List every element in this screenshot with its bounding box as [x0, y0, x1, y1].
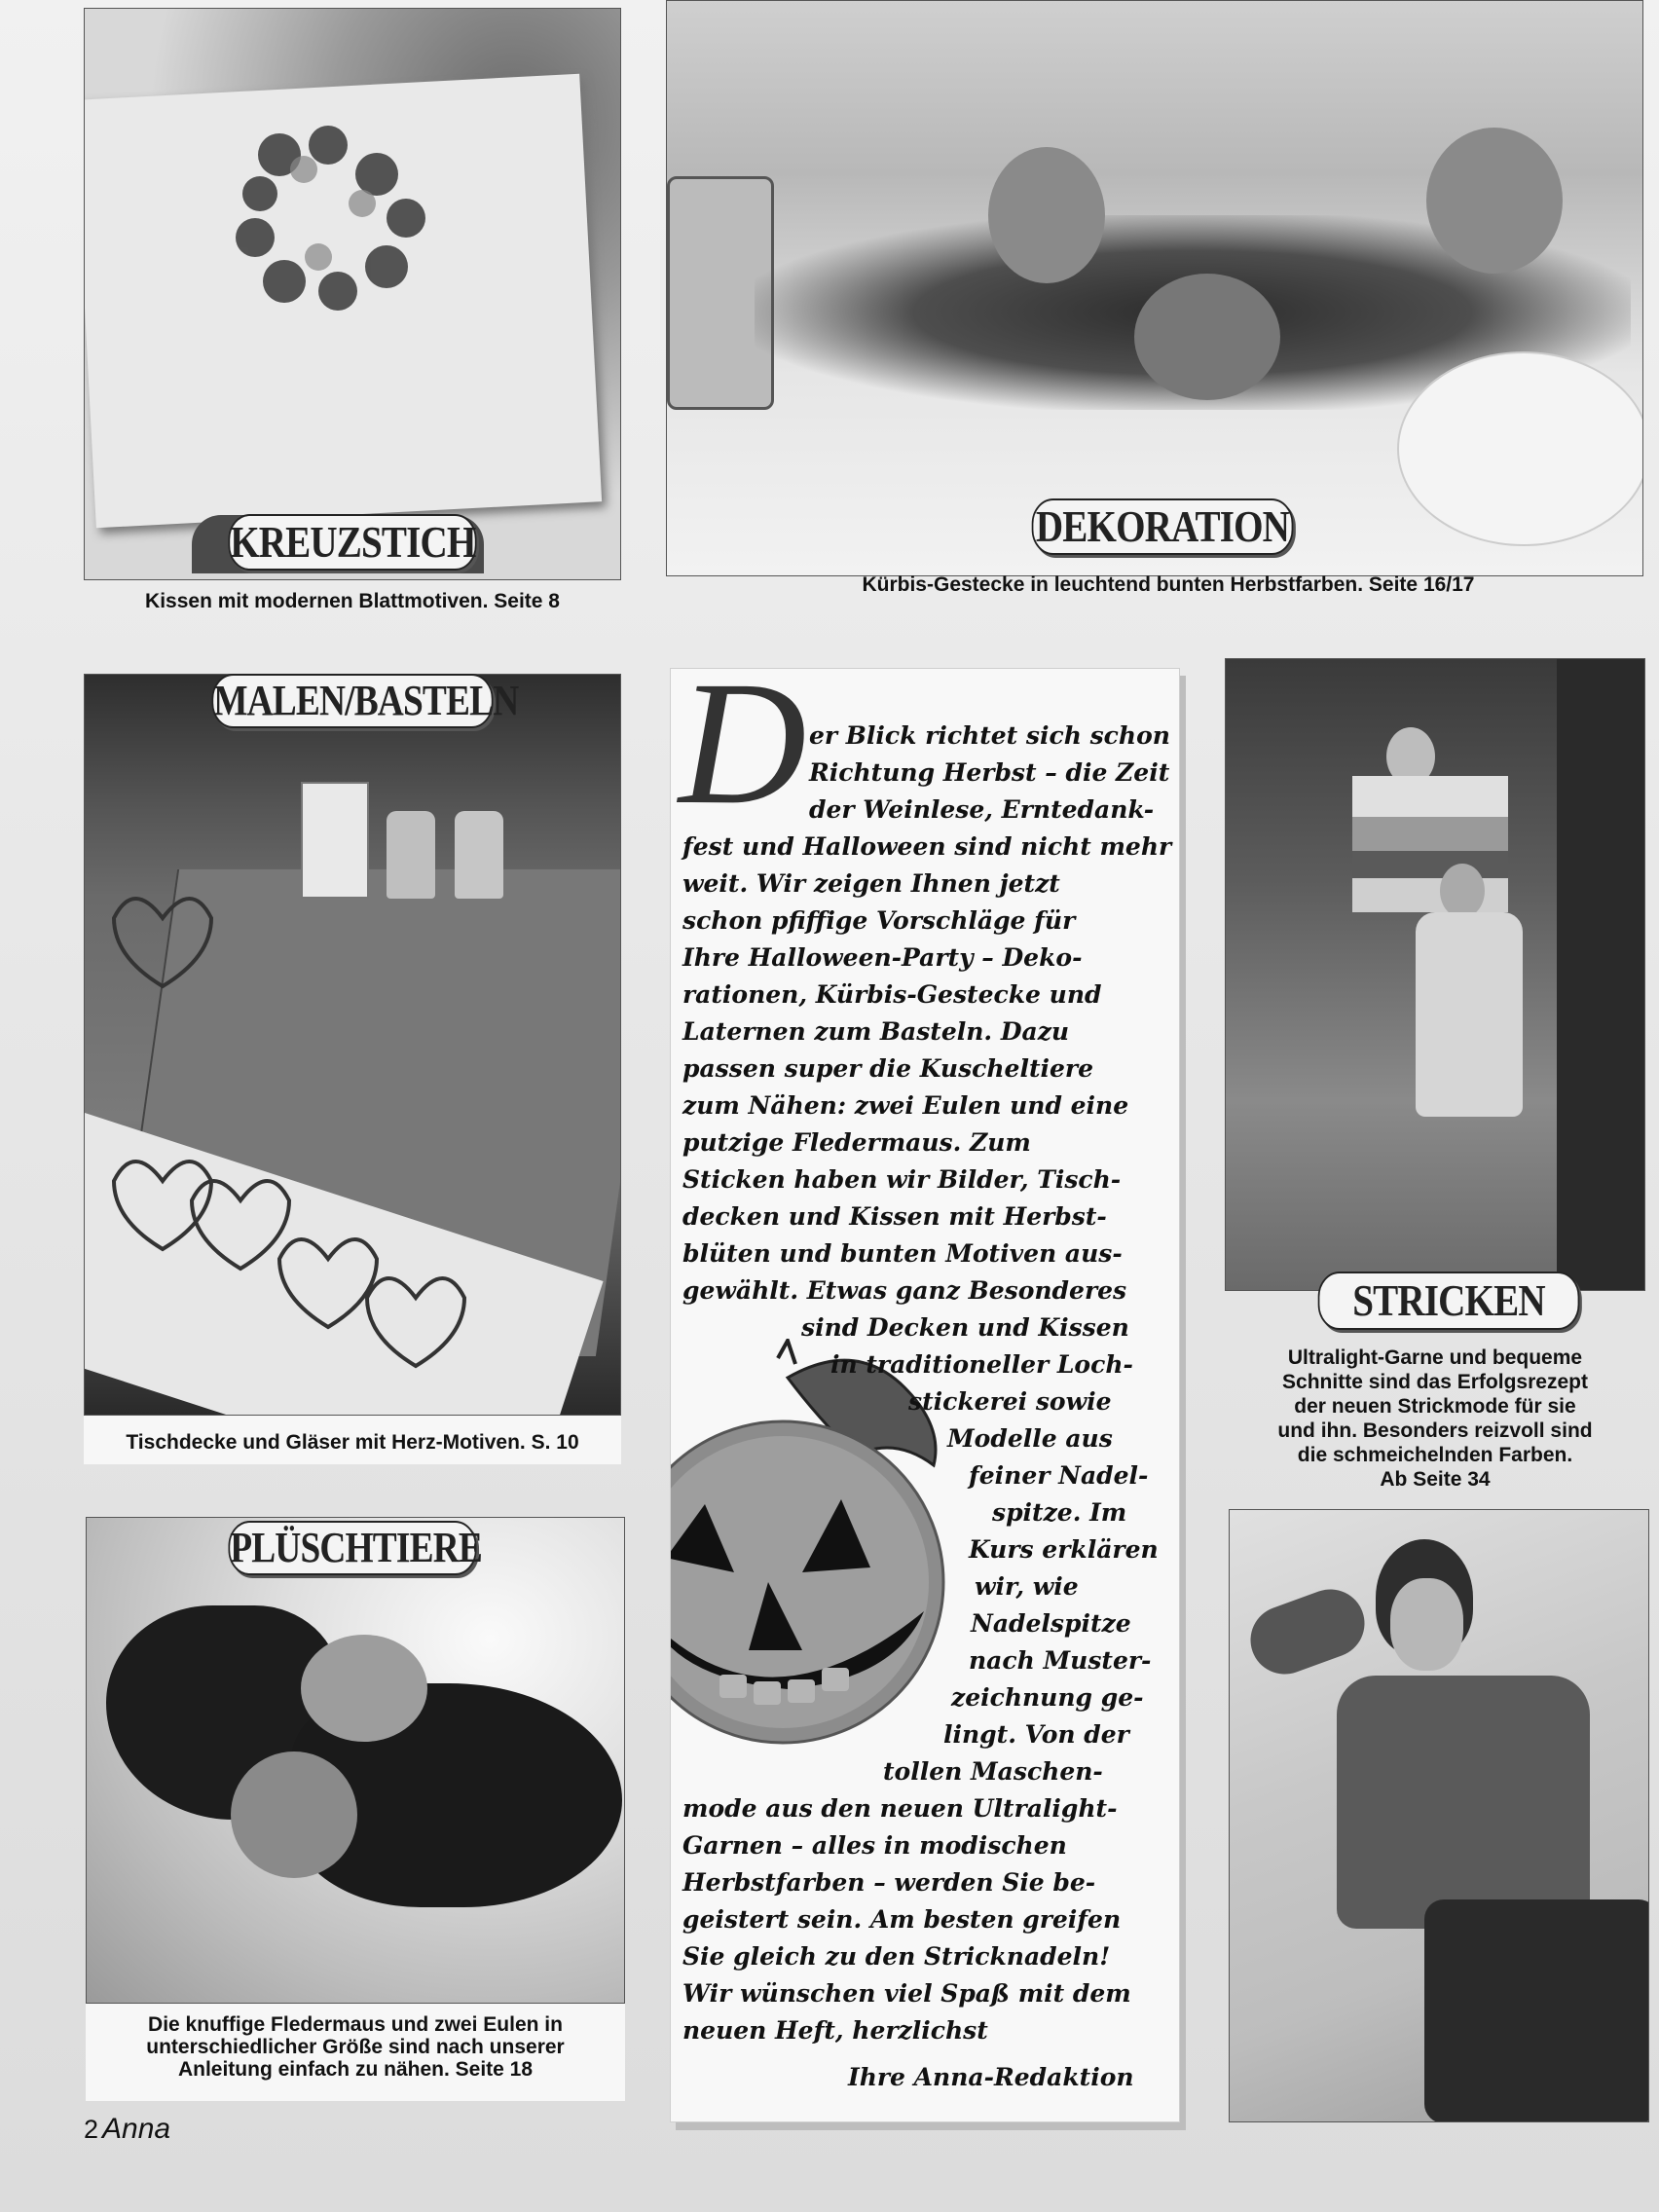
editorial-line: Sticken haben wir Bilder, Tisch- [682, 1165, 1122, 1194]
editorial-line: neuen Heft, herzlichst [682, 2016, 988, 2045]
caption-stricken [1225, 1346, 1645, 1492]
photo-kreuzstich-cushion [84, 8, 621, 580]
editorial-line: passen super die Kuscheltiere [682, 1054, 1093, 1083]
editorial-line: nach Muster- [969, 1646, 1152, 1675]
editorial-dropcap: D [679, 668, 807, 841]
section-label-kreuzstich: KREUZSTICH [229, 514, 477, 571]
editorial-line: zum Nähen: zwei Eulen und eine [682, 1091, 1129, 1120]
photo-malen-basteln-table [84, 674, 621, 1416]
editorial-line: fest und Halloween sind nicht mehr [682, 832, 1172, 861]
caption-line: Ultralight-Garne und bequeme [1287, 1346, 1583, 1369]
caption-line: Anleitung einfach zu nähen. Seite 18 [177, 2058, 534, 2081]
section-label-plueschtiere: PLÜSCHTIERE [229, 1521, 477, 1575]
magazine-brand: Anna [102, 2113, 171, 2145]
editorial-line: putzige Fledermaus. Zum [682, 1128, 1031, 1157]
editorial-line: weit. Wir zeigen Ihnen jetzt [682, 869, 1060, 898]
editorial-line: sind Decken und Kissen [801, 1313, 1129, 1342]
editorial-line: Kurs erklären [969, 1535, 1159, 1564]
leaf-wreath-illustration [85, 9, 621, 580]
editorial-line: feiner Nadel- [969, 1461, 1149, 1490]
editorial-line: gewählt. Etwas ganz Besonderes [682, 1276, 1127, 1305]
editorial-line: Richtung Herbst – die Zeit [809, 758, 1170, 787]
editorial-line: Wir wünschen viel Spaß mit dem [682, 1979, 1131, 2008]
photo-plueschtiere-bat [86, 1517, 625, 2004]
caption-line: Ab Seite 34 [1380, 1468, 1491, 1491]
editorial-line: stickerei sowie [908, 1387, 1112, 1416]
caption-line: der neuen Strickmode für sie [1294, 1395, 1576, 1418]
editorial-line: geistert sein. Am besten greifen [682, 1905, 1122, 1934]
editorial-line: er Blick richtet sich schon [809, 721, 1170, 750]
caption-line: unterschiedlicher Größe sind nach unserer [146, 2036, 565, 2058]
section-label-malen-basteln: MALEN/BASTELN [212, 674, 494, 728]
editorial-text-box [670, 668, 1180, 2122]
editorial-line: tollen Maschen- [883, 1757, 1103, 1786]
photo-stricken-man [1229, 1509, 1649, 2122]
photo-dekoration-pumpkins [666, 0, 1643, 576]
page-footer [84, 2113, 170, 2146]
editorial-line: Laternen zum Basteln. Dazu [682, 1017, 1070, 1046]
editorial-line: zeichnung ge- [951, 1683, 1144, 1712]
editorial-line: der Weinlese, Erntedank- [809, 795, 1155, 824]
caption-line: Schnitte sind das Erfolgsrezept [1282, 1371, 1588, 1393]
editorial-line: lingt. Von der [943, 1720, 1129, 1749]
editorial-line: in traditioneller Loch- [830, 1350, 1133, 1379]
caption-kreuzstich: Kissen mit modernen Blattmotiven. Seite 8 [145, 590, 560, 612]
editorial-line: blüten und bunten Motiven aus- [682, 1239, 1123, 1268]
editorial-line: wir, wie [975, 1572, 1079, 1601]
editorial-line: Nadelspitze [971, 1609, 1131, 1638]
editorial-line: mode aus den neuen Ultralight- [682, 1794, 1118, 1823]
caption-plueschtiere [86, 2013, 625, 2081]
editorial-line: rationen, Kürbis-Gestecke und [682, 980, 1102, 1009]
photo-stricken-women [1225, 658, 1645, 1291]
caption-dekoration: Kürbis-Gestecke in leuchtend bunten Herbstfarben. Seite 16/17 [862, 573, 1475, 596]
editorial-line: spitze. Im [992, 1498, 1127, 1527]
editorial-line: Garnen – alles in modischen [682, 1831, 1067, 1860]
caption-line: Die knuffige Fledermaus und zwei Eulen in [148, 2013, 563, 2036]
caption-line: die schmeichelnden Farben. [1297, 1444, 1573, 1466]
section-label-stricken: STRICKEN [1318, 1272, 1580, 1330]
page-number: 2 [84, 2115, 99, 2144]
editorial-line: decken und Kissen mit Herbst- [682, 1202, 1107, 1231]
editorial-line: schon pfiffige Vorschläge für [682, 906, 1076, 935]
editorial-line: Sie gleich zu den Stricknadeln! [682, 1942, 1111, 1971]
section-label-dekoration: DEKORATION [1032, 498, 1294, 555]
editorial-line: Herbstfarben – werden Sie be- [682, 1868, 1096, 1897]
editorial-line: Ihre Halloween-Party – Deko- [682, 943, 1083, 972]
editorial-signature: Ihre Anna-Redaktion [848, 2063, 1134, 2091]
caption-malen-basteln: Tischdecke und Gläser mit Herz-Motiven. S. 10 [126, 1431, 579, 1454]
editorial-line: Modelle aus [947, 1424, 1113, 1453]
caption-line: und ihn. Besonders reizvoll sind [1277, 1419, 1593, 1442]
